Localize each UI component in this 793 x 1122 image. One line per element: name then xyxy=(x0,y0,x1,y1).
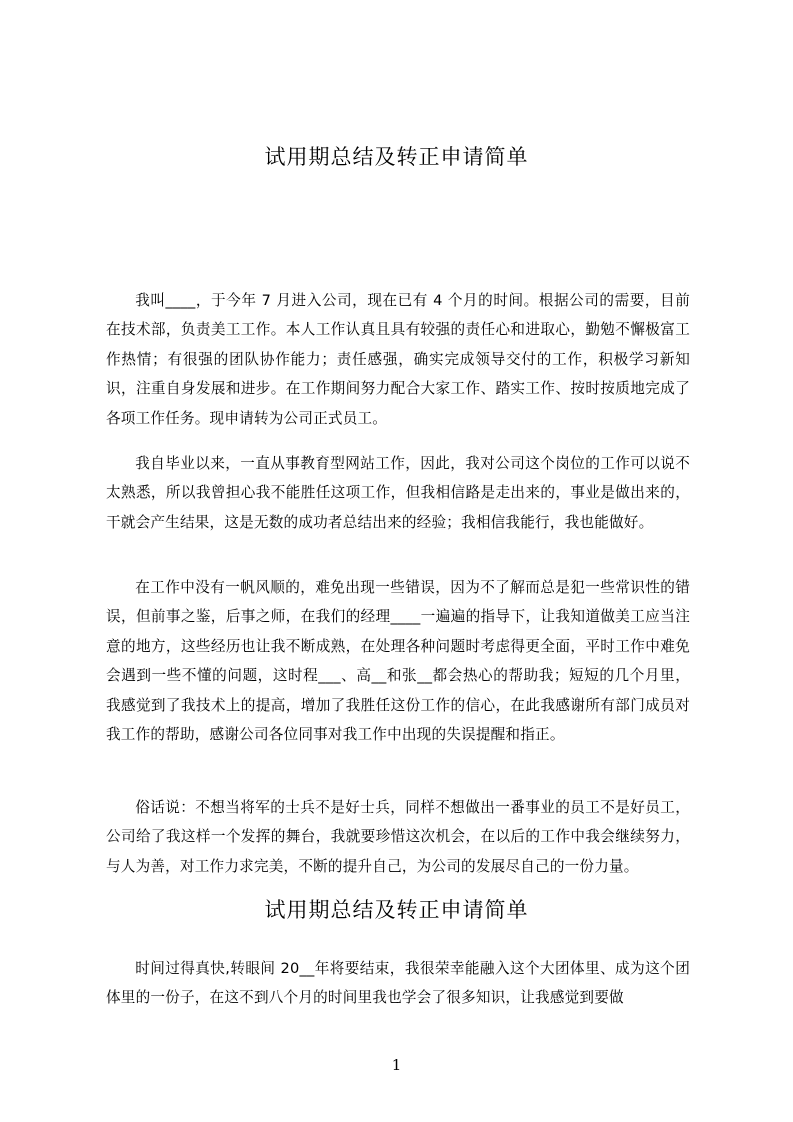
page-number: 1 xyxy=(391,1056,402,1074)
document-title: 试用期总结及转正申请简单 xyxy=(264,145,529,169)
paragraph-intro: 我叫____，于今年 7 月进入公司，现在已有 4 个月的时间。根据公司的需要，目前在技术部，负责美工工作。本人工作认真且具有较强的责任心和进取心，勤勉不懈极富工作热情；有很强的团队协作能力；责任感强，确实完成领导交付的工作，积极学习新知识，注重自身发展和进步。在工作期间努力配合大家工作、踏实工作、按时按质地完成了各项工作任务。现申请转为公司正式员工。 xyxy=(106,292,690,427)
document-title-second: 试用期总结及转正申请简单 xyxy=(264,898,529,922)
paragraph-background: 我自毕业以来，一直从事教育型网站工作，因此，我对公司这个岗位的工作可以说不太熟悉，所以我曾担心我不能胜任这项工作，但我相信路是走出来的，事业是做出来的，干就会产生结果，这是无数的成功者总结出来的经验；我相信我能行，我也能做好。 xyxy=(106,455,690,531)
paragraph-second-intro: 时间过得真快,转眼间 20__年将要结束，我很荣幸能融入这个大团体里、成为这个团体里的一份子，在这不到八个月的时间里我也学会了很多知识，让我感觉到要做 xyxy=(106,960,690,1007)
paragraph-conclusion: 俗话说：不想当将军的士兵不是好士兵，同样不想做出一番事业的员工不是好员工，公司给了我这样一个发挥的舞台，我就要珍惜这次机会，在以后的工作中我会继续努力，与人为善，对工作力求完美，不断的提升自己，为公司的发展尽自己的一份力量。 xyxy=(106,799,690,875)
paragraph-experience: 在工作中没有一帆风顺的，难免出现一些错误，因为不了解而总是犯一些常识性的错误，但前事之鉴，后事之师，在我们的经理____一遍遍的指导下，让我知道做美工应当注意的地方，这些经历也让我不断成熟，在处理各种问题时考虑得更全面，平时工作中难免会遇到一些不懂的问题，这时程___、高__和张__都会热心的帮助我；短短的几个月里，我感觉到了我技术上的提高，增加了我胜任这份工作的信心，在此我感谢所有部门成员对我工作的帮助，感谢公司各位同事对我工作中出现的失误提醒和指正。 xyxy=(106,579,690,744)
